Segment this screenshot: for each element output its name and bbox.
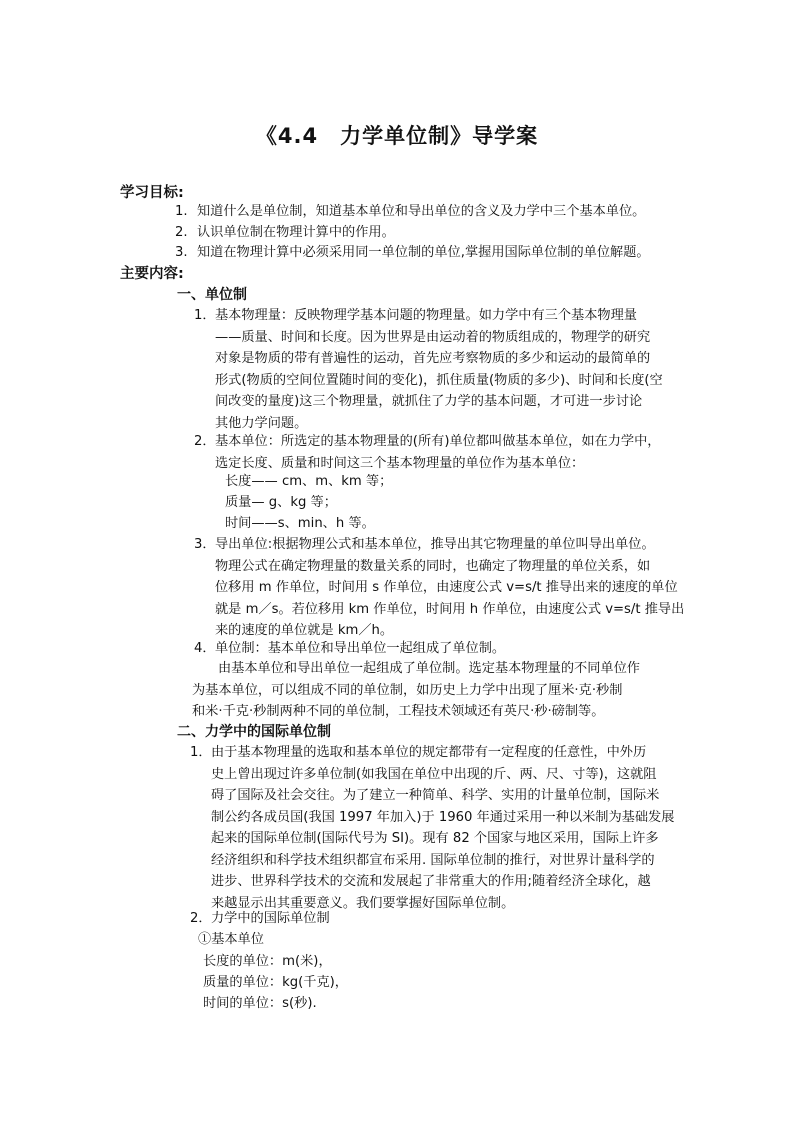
item-body [215, 431, 660, 474]
text-line: 就是 m／s。若位移用 km 作单位，时间用 h 作单位，由速度公式 v=s/t 推导出 [215, 601, 685, 617]
list-text: 知道在物理计算中必须采用同一单位制的单位,掌握用国际单位制的单位解题。 [197, 245, 650, 260]
item-body [215, 305, 663, 434]
text-line: 起来的国际单位制(国际代号为 SI)。现有 82 个国家与地区采用，国际上许多 [211, 831, 659, 846]
list-number: 2. [175, 224, 188, 240]
text-line: 经济组织和科学技术组织都宣布采用. 国际单位制的推行，对世界计量科学的 [211, 852, 655, 868]
sub-heading-base-units: ①基本单位 [198, 932, 264, 947]
item-number: 1． [190, 745, 212, 760]
text-line: 来的速度的单位就是 km／h。 [215, 623, 394, 638]
objectives-heading: 学习目标: [120, 185, 184, 201]
content-heading: 主要内容: [120, 266, 184, 282]
si-unit-length: 长度的单位：m(米)， [203, 954, 332, 969]
si-unit-time: 时间的单位：s(秒). [203, 996, 317, 1011]
unit-length: 长度—— cm、m、km 等； [225, 474, 393, 489]
text-line: 对象是物质的带有普遍性的运动，首先应考察物质的多少和运动的最简单的 [215, 351, 651, 366]
text-line: 基本物理量：反映物理学基本问题的物理量。如力学中有三个基本物理量 [215, 308, 637, 323]
text-line: 间改变的量度)这三个物理量，就抓住了力学的基本问题，才可进一步讨论 [215, 394, 643, 409]
item-body [215, 534, 684, 642]
text-line: 为基本单位，可以组成不同的单位制，如历史上力学中出现了厘米·克·秒制 [192, 682, 623, 698]
list-number: 1. [175, 204, 188, 219]
item-number: 1． [194, 308, 216, 323]
text-line: 位移用 m 作单位，时间用 s 作单位，由速度公式 v=s/t 推导出来的速度的单位 [215, 580, 678, 595]
list-text: 认识单位制在物理计算中的作用。 [197, 224, 395, 240]
text-line: 基本单位：所选定的基本物理量的(所有)单位都叫做基本单位，如在力学中， [215, 434, 661, 449]
text-line: 碍了国际及社会交往。为了建立一种简单、科学、实用的计量单位制，国际米 [211, 788, 660, 803]
section-1-title: 一、单位制 [177, 287, 247, 303]
text-line: 选定长度、质量和时间这三个基本物理量的单位作为基本单位： [215, 455, 585, 471]
item-body: 单位制：基本单位和导出单位一起组成了单位制。 [215, 641, 506, 656]
item-number: 3． [194, 537, 216, 552]
unit-mass: 质量— g、kg 等； [225, 495, 337, 510]
unit-time: 时间——s、min、h 等。 [225, 516, 375, 531]
item-number: 4． [194, 641, 216, 656]
text-line: 进步、世界科学技术的交流和发展起了非常重大的作用;随着经济全球化，越 [211, 874, 651, 889]
section-1-summary [192, 658, 640, 723]
item-body [211, 742, 674, 914]
text-line: 和米·千克·秒制两种不同的单位制，工程技术领域还有英尺·秒·磅制等。 [192, 704, 605, 719]
text-line: 形式(物质的空间位置随时间的变化)，抓住质量(物质的多少)、时间和长度(空 [215, 372, 663, 388]
item-number: 2． [194, 434, 216, 449]
text-line: 其他力学问题。 [215, 415, 308, 431]
text-line: 来越显示出其重要意义。我们要掌握好国际单位制。 [211, 895, 515, 911]
text-line: ——质量、时间和长度。因为世界是由运动着的物质组成的，物理学的研究 [215, 329, 651, 345]
list-text: 知道什么是单位制，知道基本单位和导出单位的含义及力学中三个基本单位。 [197, 204, 646, 219]
item-body: 力学中的国际单位制 [211, 911, 330, 926]
text-line: 史上曾出现过许多单位制(如我国在单位中出现的斤、两、尺、寸等)，这就阻 [211, 766, 657, 782]
text-line: 由于基本物理量的选取和基本单位的规定都带有一定程度的任意性，中外历 [211, 745, 647, 760]
si-unit-mass: 质量的单位：kg(千克)， [203, 975, 348, 990]
text-line: 物理公式在确定物理量的数量关系的同时，也确定了物理量的单位关系，如 [215, 558, 651, 574]
item-number: 2． [190, 911, 212, 926]
text-line: 由基本单位和导出单位一起组成了单位制。选定基本物理量的不同单位作 [218, 661, 640, 676]
section-2-title: 二、力学中的国际单位制 [177, 724, 331, 740]
page-title: 《4.4 力学单位制》导学案 [255, 124, 539, 148]
list-number: 3. [175, 245, 188, 260]
text-line: 导出单位:根据物理公式和基本单位，推导出其它物理量的单位叫导出单位。 [215, 537, 655, 552]
text-line: 制公约各成员国(我国 1997 年加入)于 1960 年通过采用一种以米制为基础发展 [211, 809, 675, 825]
